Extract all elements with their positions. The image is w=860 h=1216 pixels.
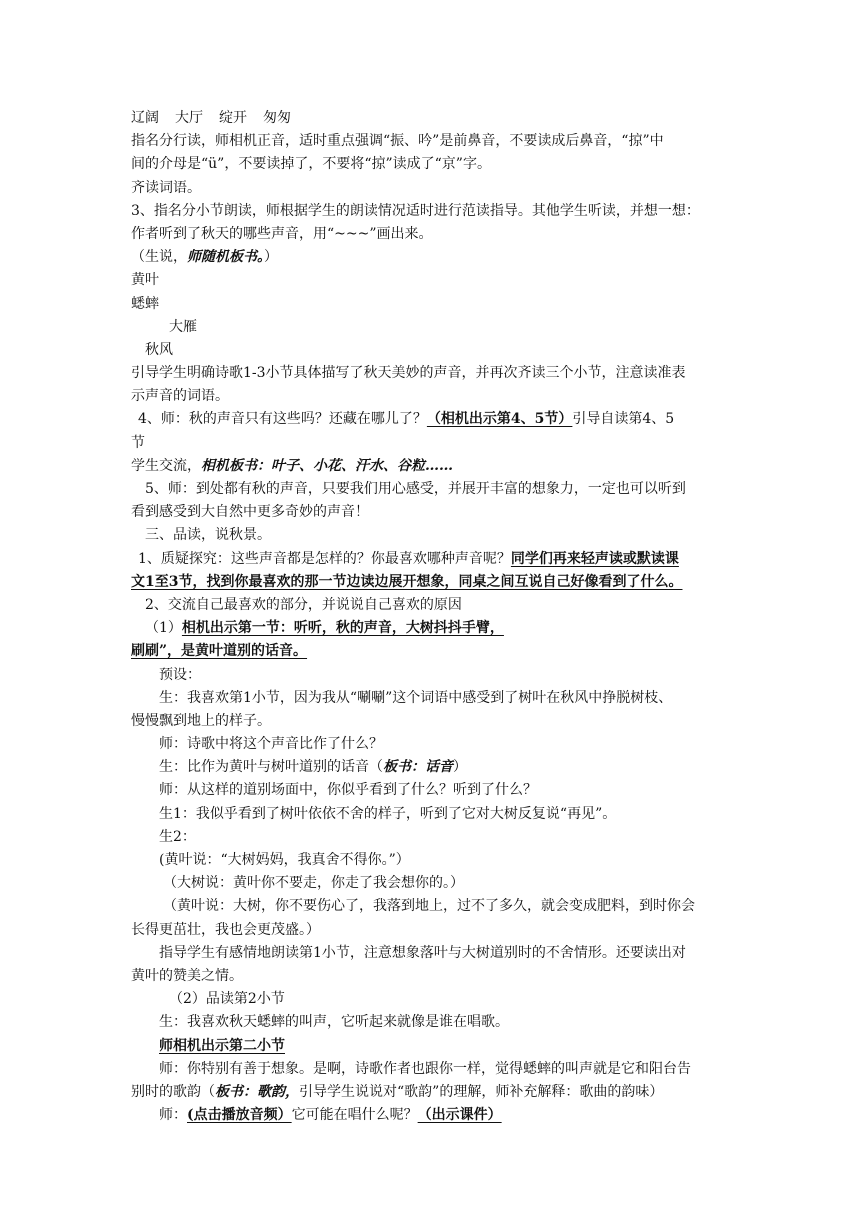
paragraph-line: 节 bbox=[131, 434, 145, 451]
board-word: 黄叶 bbox=[131, 272, 159, 289]
paragraph-line: 看到感受到大自然中更多奇妙的声音！ bbox=[131, 504, 369, 521]
section-heading: 三、品读，说秋景。 bbox=[145, 527, 271, 544]
paragraph-line: 生：我喜欢第1小节，因为我从“唰唰”这个词语中感受到了树叶在秋风中挣脱树枝、 bbox=[159, 689, 673, 706]
text-run: 引导自读第4、5 bbox=[572, 411, 675, 428]
paragraph-line: 长得更茁壮，我也会更茂盛。） bbox=[131, 921, 320, 938]
text-run: 学生交流， bbox=[131, 457, 201, 474]
emphasis-text: （相机出示第4、5节） bbox=[426, 411, 573, 428]
vocab-word: 辽阔 bbox=[131, 110, 159, 126]
emphasis-line: 师相机出示第二小节 bbox=[159, 1037, 285, 1054]
text-run: ） bbox=[264, 249, 278, 266]
paragraph-line bbox=[131, 1104, 731, 1127]
paragraph-line: 2、交流自己最喜欢的部分，并说说自己喜欢的原因 bbox=[145, 596, 462, 613]
paragraph-line: 作者听到了秋天的哪些声音，用“~~~”画出来。 bbox=[131, 225, 433, 242]
paragraph-line: 生2： bbox=[159, 828, 196, 845]
vocab-word: 大厅 bbox=[175, 110, 203, 126]
paragraph-line: 师：你特别有善于想象。是啊，诗歌作者也跟你一样，觉得蟋蟀的叫声就是它和阳台告 bbox=[159, 1060, 691, 1077]
emphasis-text: （出示课件） bbox=[417, 1107, 502, 1124]
vocab-word: 匆匆 bbox=[263, 110, 291, 126]
text-run: 别时的歌韵（ bbox=[131, 1083, 215, 1100]
paragraph-line: 慢慢飘到地上的样子。 bbox=[131, 712, 271, 729]
board-word: 大雁 bbox=[169, 318, 197, 335]
text-run: （1） bbox=[145, 620, 182, 637]
emphasis-text: 板书：歌韵， bbox=[215, 1083, 299, 1100]
paragraph-line: 师：诗歌中将这个声音比作了什么？ bbox=[159, 736, 383, 753]
paragraph-line: 间的介母是“ü”，不要读掉了，不要将“掠”读成了“京”字。 bbox=[131, 156, 491, 173]
paragraph-line: 预设： bbox=[159, 666, 201, 683]
emphasis-text: 相机出示第一节：听听，秋的声音，大树抖抖手臂， bbox=[181, 620, 504, 637]
vocab-word: 绽开 bbox=[219, 110, 247, 126]
text-run: 引导学生说说对“歌韵”的理解，师补充解释：歌曲的韵味） bbox=[299, 1083, 664, 1100]
paragraph-line: 示声音的词语。 bbox=[131, 388, 229, 405]
text-run: ） bbox=[453, 759, 467, 776]
paragraph-line: 齐读词语。 bbox=[131, 179, 201, 196]
emphasis-text: 同学们再来轻声读或默读课 bbox=[510, 550, 679, 567]
paragraph-line: 指名分行读，师相机正音，适时重点强调“振、吟”是前鼻音，不要读成后鼻音，“掠”中 bbox=[131, 133, 664, 150]
paragraph-line: 黄叶的赞美之情。 bbox=[131, 967, 243, 984]
paragraph-line bbox=[131, 548, 731, 571]
paragraph-line: 3、指名分小节朗读，师根据学生的朗读情况适时进行范读指导。其他学生听读，并想一想： bbox=[131, 202, 700, 219]
emphasis-text: 师随机板书。 bbox=[187, 249, 264, 266]
emphasis-line: 文1至3节，找到你最喜欢的那一节边读边展开想象，同桌之间互说自己好像看到了什么。 bbox=[131, 573, 683, 590]
lesson-plan-text bbox=[131, 107, 731, 1127]
text-run: 它可能在唱什么呢？ bbox=[291, 1107, 418, 1124]
emphasis-text: 相机板书：叶子、小花、汗水、谷粒…… bbox=[201, 457, 453, 474]
emphasis-text: (点击播放音频） bbox=[187, 1107, 292, 1124]
board-word: 秋风 bbox=[145, 341, 173, 358]
paragraph-line: （黄叶说：大树，你不要伤心了，我落到地上，过不了多久，就会变成肥料，到时你会 bbox=[163, 898, 695, 915]
paragraph-line bbox=[131, 617, 731, 640]
board-word: 蟋蟀 bbox=[131, 295, 159, 312]
paragraph-line bbox=[131, 246, 731, 269]
paragraph-line bbox=[131, 408, 731, 431]
paragraph-line: 指导学生有感情地朗读第1小节，注意想象落叶与大树道别时的不舍情形。还要读出对 bbox=[159, 944, 686, 961]
paragraph-line bbox=[131, 455, 731, 478]
paragraph-line: （2）品读第2小节 bbox=[169, 991, 285, 1008]
emphasis-text: 板书：话音 bbox=[383, 759, 453, 776]
paragraph-line: 引导学生明确诗歌1-3小节具体描写了秋天美妙的声音，并再次齐读三个小节，注意读准表 bbox=[131, 365, 686, 382]
paragraph-line: 生1：我似乎看到了树叶依依不舍的样子，听到了它对大树反复说“再见”。 bbox=[159, 805, 617, 822]
vocab-line bbox=[131, 107, 731, 130]
paragraph-line: （大树说：黄叶你不要走，你走了我会想你的。） bbox=[163, 875, 464, 892]
paragraph-line: 师：从这样的道别场面中，你似乎看到了什么？听到了什么？ bbox=[159, 782, 537, 799]
text-run: （生说， bbox=[131, 249, 187, 266]
text-run: 生：比作为黄叶与树叶道别的话音（ bbox=[159, 759, 383, 776]
emphasis-line: 刷刷”，是黄叶道别的话音。 bbox=[131, 643, 308, 660]
paragraph-line: (黄叶说：“大树妈妈，我真舍不得你。”） bbox=[159, 852, 410, 868]
paragraph-line bbox=[131, 756, 731, 779]
text-run: 4、师：秋的声音只有这些吗？还藏在哪儿了？ bbox=[138, 411, 427, 428]
paragraph-line: 5、师：到处都有秋的声音，只要我们用心感受，并展开丰富的想象力，一定也可以听到 bbox=[145, 481, 686, 497]
paragraph-line bbox=[131, 1081, 731, 1104]
paragraph-line: 生：我喜欢秋天蟋蟀的叫声，它听起来就像是谁在唱歌。 bbox=[159, 1014, 509, 1031]
text-run: 师： bbox=[159, 1107, 187, 1124]
text-run: 1、质疑探究：这些声音都是怎样的？你最喜欢哪种声音呢？ bbox=[138, 550, 511, 567]
